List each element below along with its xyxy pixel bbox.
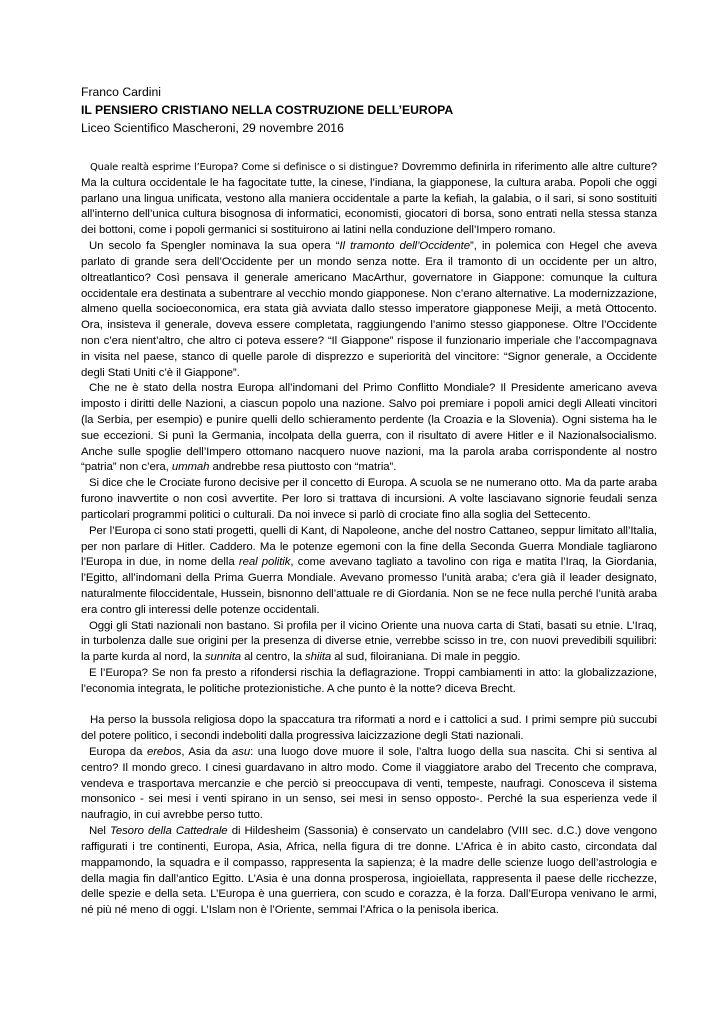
paragraph-6: Oggi gli Stati nazionali non bastano. Si profila per il vicino Oriente una nuova carta di Stati, basati su etnie. L’Iraq, in turbolenza dalle sue origini per la presenza di diverse etnie, verrebbe scisso in tre, con nuovi prevedibili squilibri: la parte kurda al nord, la sunnita al centro, la shiita al sud, filoiraniana. Di male in peggio. (81, 619, 657, 664)
document-title: IL PENSIERO CRISTIANO NELLA COSTRUZIONE DELL’EUROPA (81, 103, 454, 117)
paragraph-1: Quale realtà esprime l’Europa? Come si definisce o si distingue? Dovremmo definirla in riferimento alle altre culture? Ma la cultura occidentale le ha fagocitate tutte, la cinese, l’indiana, la giapponese, la cultura araba. Popoli che oggi parlano una lingua unificata, vestono alla maniera occidentale a parte la kefiah, la galabia, o il sari, si sono sostituiti all’interno dell’unica cultura bisognosa di informatici, economisti, giocatori di borsa, sono entrati nella stessa stanza dei bottoni, come i popoli germanici si sostituirono ai latini nella conduzione dell’Impero romano. (81, 161, 657, 237)
paragraph-10: Nel Tesoro della Cattedrale di Hildesheim (Sassonia) è conservato un candelabro (VIII sec. d.C.) dove vengono raffigurati i tre continenti, Europa, Asia, Africa, nella figura di tre donne. L’Africa è in abito casto, circondata dal mappamondo, la squadra e il compasso, rappresenta la sapienza; è la madre delle scienze luogo dell’astrologia e della magia fin dall’antico Egitto. L’Asia è una donna prosperosa, ingioiellata, rappresenta il paese delle ricchezze, delle spezie e della seta. L’Europa è una guerriera, con scudo e corazza, è la forza. Dall’Europa venivano le armi, né più né meno di oggi. L’Islam non è l’Oriente, semmai l’Africa o la penisola iberica. (81, 825, 658, 917)
paragraph-5: Per l’Europa ci sono stati progetti, quelli di Kant, di Napoleone, anche del nostro Cattaneo, seppur limitato all’Italia, per non parlare di Hitler. Caddero. Ma le potenze egemoni con la fine della Seconda Guerra Mondiale tagliarono l’Europa in due, in nome della real politik, come avevano tagliato a tavolino con riga e matita l’Iraq, la Giordania, l’Egitto, all’indomani della Prima Guerra Mondiale. Avevano promesso l’unità araba; c’era già il leader designato, naturalmente filoccidentale, Hussein, bisnonno dell’attuale re di Giordania. Non se ne fece nulla perché l’unità araba era contro gli interessi delle potenze occidentali. (81, 524, 658, 616)
document-body (81, 160, 657, 919)
italic-work-title: Il tramonto dell’Occidente (339, 240, 470, 253)
paragraph-9: Europa da erebos, Asia da asu: una luogo dove muore il sole, l’altra luogo della sua nascita. Chi si sentiva al centro? Il mondo greco. I cinesi guardavano in altro modo. Come il viaggiatore arabo del Trecento che comprava, vendeva e trasportava mercanzie e che perciò si preoccupava di venti, tempeste, naufragi. Conosceva il sistema monsonico - sei mesi i venti spirano in un senso, sei mesi in senso opposto-. Perché la sua esperienza vede il naufragio, in cui avrebbe perso tutto. (81, 746, 657, 822)
paragraph-3: Che ne è stato della nostra Europa all’indomani del Primo Conflitto Mondiale? Il Presidente americano aveva imposto i diritti delle Nazioni, a ciascun popolo una nazione. Salvo poi premiare i popoli amici degli Alleati vincitori (la Serbia, per esempio) e punire quelli dello schieramento perdente (la Croazia e la Slovenia). Ogni sistema ha le sue eccezioni. Si punì la Germania, incolpata della guerra, con il risultato di avere Hitler e il Nazionalsocialismo. Anche sulle spoglie dell’Impero ottomano nacquero nuove nazioni, ma la parola araba corrispondente al nostro “patria” non c’era, ummah andrebbe resa piuttosto con “matria”. (81, 382, 657, 474)
lead-question: Quale realtà esprime l’Europa? Come si definisce o si distingue? (90, 162, 399, 173)
paragraph-4: Si dice che le Crociate furono decisive per il concetto di Europa. A scuola se ne numerano otto. Ma da parte araba furono inavvertite o non così avvertite. Per loro si trattava di incursioni. A volte lasciavano signorie feudali senza particolari programmi politici o culturali. Da noi invece si parlò di crociate fino alla soglia del Settecento. (81, 477, 657, 521)
venue-date: Liceo Scientifico Mascheroni, 29 novembre 2016 (81, 121, 344, 135)
author-name: Franco Cardini (81, 85, 161, 99)
paragraph-8: Ha perso la bussola religiosa dopo la spaccatura tra riformati a nord e i cattolici a sud. I primi sempre più succubi del potere politico, i secondi indeboliti dalla progressiva laicizzazione degli Stati nazionali. (81, 714, 657, 743)
paragraph-7: E l’Europa? Se non fa presto a rifondersi rischia la deflagrazione. Troppi cambiamenti in atto: la globalizzazione, l’economia integrata, le politiche protezionistiche. A che punto è la notte? diceva Brecht. (81, 667, 657, 695)
document-header (81, 83, 661, 137)
paragraph-2: Un secolo fa Spengler nominava la sua opera “Il tramonto dell’Occidente”, in polemica con Hegel che aveva parlato di grande sera dell’Occidente per un mondo senza notte. Era il tramonto di un occidente per un altro, oltreatlantico? Così pensava il generale americano MacArthur, governatore in Giappone: comunque la cultura occidentale era destinata a subentrare al vecchio mondo giapponese. Non c’erano alternative. La modernizzazione, almeno quella socioeconomica, era stata già avviata dallo stesso imperatore giapponese Meiji, a metà Ottocento. Ora, insisteva il generale, doveva essere completata, raggiungendo l’animo stesso giapponese. Oltre l’Occidente non c’era nient’altro, che altro ci poteva essere? “Il Giappone” rispose il funzionario imperiale che l’accompagnava in visita nel paese, stanco di quelle parole di disprezzo e superiorità del vincitore: “Signor generale, a Occidente degli Stati Uniti c’è il Giappone”. (81, 240, 657, 379)
